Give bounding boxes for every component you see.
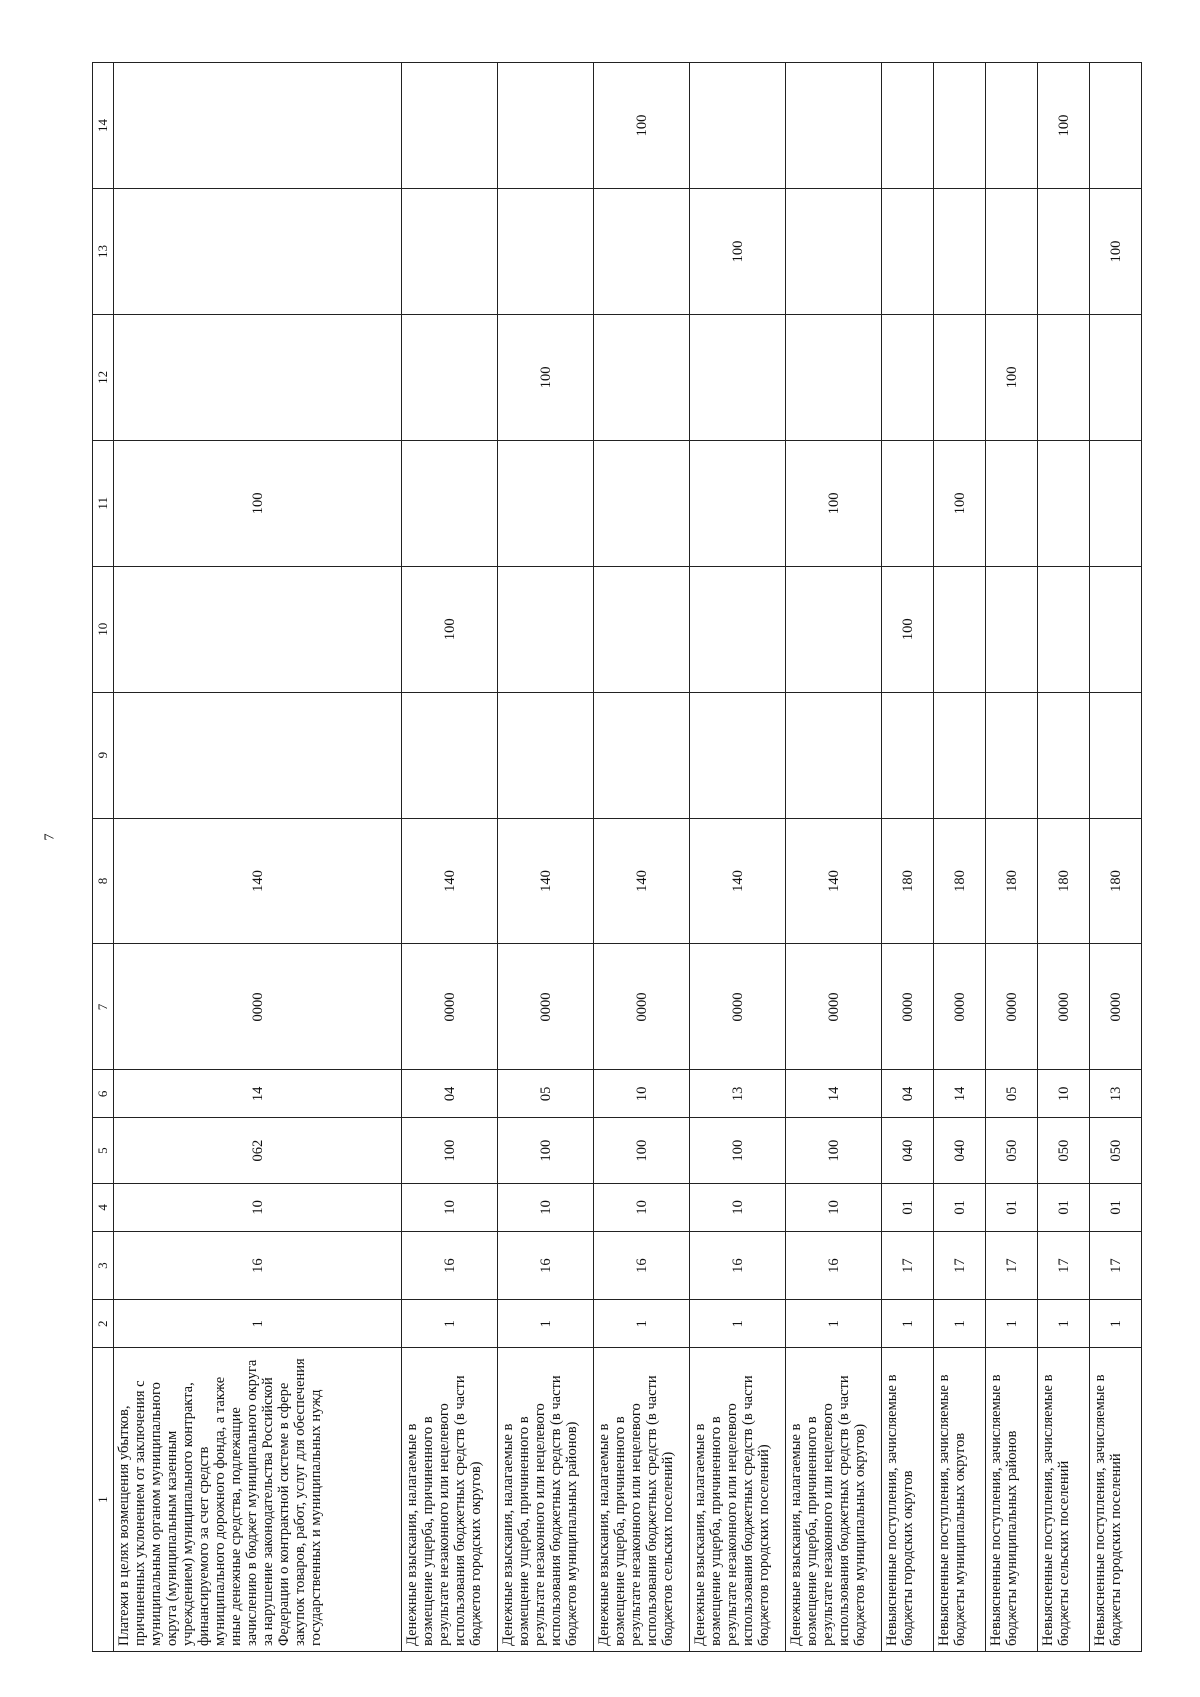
cell-col-3: 16	[402, 1231, 498, 1299]
cell-col-14	[882, 63, 934, 189]
cell-col-8: 140	[114, 818, 402, 944]
cell-col-9	[690, 692, 786, 818]
cell-col-11	[1090, 440, 1142, 566]
row-description: Невыясненные поступления, зачисляемые в бюджеты сельских поселений	[1038, 1348, 1090, 1652]
cell-col-3: 17	[934, 1231, 986, 1299]
row-description: Денежные взыскания, налагаемые в возмещение ущерба, причиненного в результате незаконного или нецелевого использования бюджетных средств (в части бюджетов сельских поселений)	[594, 1348, 690, 1652]
cell-col-11: 100	[934, 440, 986, 566]
cell-col-5: 050	[1038, 1118, 1090, 1184]
cell-col-8: 140	[402, 818, 498, 944]
cell-col-2: 1	[690, 1300, 786, 1348]
cell-col-12	[1090, 314, 1142, 440]
cell-col-10: 100	[402, 566, 498, 692]
cell-col-9	[1038, 692, 1090, 818]
cell-col-3: 17	[1038, 1231, 1090, 1299]
cell-col-2: 1	[786, 1300, 882, 1348]
cell-col-12	[690, 314, 786, 440]
rotated-table-container	[92, 62, 1122, 1652]
cell-col-2: 1	[594, 1300, 690, 1348]
cell-col-4: 10	[114, 1183, 402, 1231]
cell-col-11	[690, 440, 786, 566]
cell-col-10	[786, 566, 882, 692]
cell-col-10	[114, 566, 402, 692]
cell-col-2: 1	[1038, 1300, 1090, 1348]
cell-col-6: 10	[594, 1070, 690, 1118]
row-description: Невыясненные поступления, зачисляемые в бюджеты городских округов	[882, 1348, 934, 1652]
cell-col-8: 180	[1090, 818, 1142, 944]
cell-col-4: 01	[1038, 1183, 1090, 1231]
cell-col-10	[498, 566, 594, 692]
table-row	[934, 63, 986, 1652]
cell-col-7: 0000	[882, 944, 934, 1070]
cell-col-2: 1	[986, 1300, 1038, 1348]
cell-col-5: 062	[114, 1118, 402, 1184]
cell-col-4: 10	[690, 1183, 786, 1231]
cell-col-5: 040	[882, 1118, 934, 1184]
cell-col-6: 13	[690, 1070, 786, 1118]
table-row	[114, 63, 402, 1652]
cell-col-13	[594, 189, 690, 315]
cell-col-2: 1	[114, 1300, 402, 1348]
column-header-4: 4	[93, 1183, 114, 1231]
cell-col-12	[114, 314, 402, 440]
cell-col-6: 10	[1038, 1070, 1090, 1118]
cell-col-5: 100	[402, 1118, 498, 1184]
cell-col-10: 100	[882, 566, 934, 692]
cell-col-2: 1	[1090, 1300, 1142, 1348]
cell-col-2: 1	[934, 1300, 986, 1348]
cell-col-9	[986, 692, 1038, 818]
cell-col-12	[934, 314, 986, 440]
column-header-5: 5	[93, 1118, 114, 1184]
cell-col-5: 050	[986, 1118, 1038, 1184]
cell-col-9	[934, 692, 986, 818]
column-header-13: 13	[93, 189, 114, 315]
cell-col-6: 14	[114, 1070, 402, 1118]
cell-col-14	[934, 63, 986, 189]
cell-col-8: 140	[690, 818, 786, 944]
cell-col-13	[498, 189, 594, 315]
cell-col-13	[934, 189, 986, 315]
cell-col-12	[402, 314, 498, 440]
cell-col-5: 100	[594, 1118, 690, 1184]
column-header-9: 9	[93, 692, 114, 818]
cell-col-4: 10	[594, 1183, 690, 1231]
cell-col-9	[114, 692, 402, 818]
header-row	[93, 63, 114, 1652]
cell-col-11: 100	[114, 440, 402, 566]
table-row	[402, 63, 498, 1652]
cell-col-7: 0000	[402, 944, 498, 1070]
cell-col-12: 100	[498, 314, 594, 440]
cell-col-4: 01	[1090, 1183, 1142, 1231]
cell-col-8: 180	[1038, 818, 1090, 944]
revenue-table	[92, 62, 1142, 1652]
table-row	[690, 63, 786, 1652]
cell-col-10	[594, 566, 690, 692]
cell-col-6: 04	[882, 1070, 934, 1118]
cell-col-12	[882, 314, 934, 440]
cell-col-12	[1038, 314, 1090, 440]
cell-col-4: 01	[986, 1183, 1038, 1231]
cell-col-7: 0000	[786, 944, 882, 1070]
cell-col-11	[594, 440, 690, 566]
cell-col-5: 100	[786, 1118, 882, 1184]
column-header-3: 3	[93, 1231, 114, 1299]
cell-col-8: 140	[786, 818, 882, 944]
cell-col-3: 17	[986, 1231, 1038, 1299]
cell-col-14	[402, 63, 498, 189]
cell-col-11	[498, 440, 594, 566]
column-header-10: 10	[93, 566, 114, 692]
column-header-1: 1	[93, 1348, 114, 1652]
row-description: Невыясненные поступления, зачисляемые в бюджеты муниципальных округов	[934, 1348, 986, 1652]
cell-col-4: 10	[498, 1183, 594, 1231]
row-description: Невыясненные поступления, зачисляемые в бюджеты городских поселений	[1090, 1348, 1142, 1652]
row-description: Денежные взыскания, налагаемые в возмещение ущерба, причиненного в результате незаконного или нецелевого использования бюджетных средств (в части бюджетов муниципальных районов)	[498, 1348, 594, 1652]
cell-col-11	[402, 440, 498, 566]
cell-col-13	[786, 189, 882, 315]
cell-col-14: 100	[1038, 63, 1090, 189]
cell-col-14	[986, 63, 1038, 189]
cell-col-9	[1090, 692, 1142, 818]
cell-col-3: 16	[498, 1231, 594, 1299]
cell-col-13	[402, 189, 498, 315]
row-description: Денежные взыскания, налагаемые в возмещение ущерба, причиненного в результате незаконного или нецелевого использования бюджетных средств (в части бюджетов муниципальных округов)	[786, 1348, 882, 1652]
cell-col-6: 05	[498, 1070, 594, 1118]
column-header-2: 2	[93, 1300, 114, 1348]
cell-col-13: 100	[690, 189, 786, 315]
cell-col-7: 0000	[934, 944, 986, 1070]
cell-col-6: 05	[986, 1070, 1038, 1118]
cell-col-5: 050	[1090, 1118, 1142, 1184]
table-row	[986, 63, 1038, 1652]
cell-col-11: 100	[786, 440, 882, 566]
column-header-11: 11	[93, 440, 114, 566]
cell-col-13	[986, 189, 1038, 315]
cell-col-2: 1	[498, 1300, 594, 1348]
cell-col-3: 17	[1090, 1231, 1142, 1299]
cell-col-2: 1	[402, 1300, 498, 1348]
cell-col-3: 16	[786, 1231, 882, 1299]
cell-col-6: 14	[786, 1070, 882, 1118]
cell-col-5: 100	[498, 1118, 594, 1184]
cell-col-7: 0000	[1038, 944, 1090, 1070]
cell-col-2: 1	[882, 1300, 934, 1348]
cell-col-5: 040	[934, 1118, 986, 1184]
cell-col-7: 0000	[594, 944, 690, 1070]
cell-col-14: 100	[594, 63, 690, 189]
table-row	[882, 63, 934, 1652]
cell-col-7: 0000	[986, 944, 1038, 1070]
cell-col-4: 10	[786, 1183, 882, 1231]
column-header-14: 14	[93, 63, 114, 189]
cell-col-3: 17	[882, 1231, 934, 1299]
cell-col-8: 180	[882, 818, 934, 944]
cell-col-10	[1090, 566, 1142, 692]
cell-col-10	[986, 566, 1038, 692]
cell-col-7: 0000	[114, 944, 402, 1070]
cell-col-9	[594, 692, 690, 818]
cell-col-14	[1090, 63, 1142, 189]
cell-col-8: 140	[594, 818, 690, 944]
cell-col-13: 100	[1090, 189, 1142, 315]
cell-col-7: 0000	[690, 944, 786, 1070]
cell-col-13	[1038, 189, 1090, 315]
table-row	[1038, 63, 1090, 1652]
cell-col-12	[594, 314, 690, 440]
row-description: Платежи в целях возмещения убытков, причиненных уклонением от заключения с муниципальным органом муниципального округа (муниципальным казенным учреждением) муниципального контракта, финансируемого за счет средств муниципального дорожного фонда, а также иные денежные средства, подлежащие зачислению в бюджет муниципального округа за нарушение законодательства Российской Федерации о контрактной системе в сфере закупок товаров, работ, услуг для обеспечения государственных и муниципальных нужд	[114, 1348, 402, 1652]
cell-col-11	[1038, 440, 1090, 566]
cell-col-10	[690, 566, 786, 692]
cell-col-5: 100	[690, 1118, 786, 1184]
row-description: Невыясненные поступления, зачисляемые в бюджеты муниципальных районов	[986, 1348, 1038, 1652]
cell-col-6: 13	[1090, 1070, 1142, 1118]
cell-col-9	[402, 692, 498, 818]
table-body	[114, 63, 1142, 1652]
cell-col-13	[882, 189, 934, 315]
cell-col-14	[498, 63, 594, 189]
cell-col-4: 01	[934, 1183, 986, 1231]
row-description: Денежные взыскания, налагаемые в возмещение ущерба, причиненного в результате незаконного или нецелевого использования бюджетных средств (в части бюджетов городских поселений)	[690, 1348, 786, 1652]
cell-col-14	[786, 63, 882, 189]
table-row	[786, 63, 882, 1652]
cell-col-7: 0000	[1090, 944, 1142, 1070]
table-row	[1090, 63, 1142, 1652]
cell-col-8: 180	[934, 818, 986, 944]
cell-col-12	[786, 314, 882, 440]
cell-col-8: 180	[986, 818, 1038, 944]
cell-col-9	[882, 692, 934, 818]
cell-col-10	[934, 566, 986, 692]
cell-col-11	[882, 440, 934, 566]
cell-col-12: 100	[986, 314, 1038, 440]
cell-col-9	[498, 692, 594, 818]
cell-col-14	[114, 63, 402, 189]
column-header-12: 12	[93, 314, 114, 440]
column-header-6: 6	[93, 1070, 114, 1118]
row-description: Денежные взыскания, налагаемые в возмещение ущерба, причиненного в результате незаконного или нецелевого использования бюджетных средств (в части бюджетов городских округов)	[402, 1348, 498, 1652]
cell-col-6: 14	[934, 1070, 986, 1118]
cell-col-13	[114, 189, 402, 315]
cell-col-4: 01	[882, 1183, 934, 1231]
cell-col-8: 140	[498, 818, 594, 944]
cell-col-14	[690, 63, 786, 189]
cell-col-4: 10	[402, 1183, 498, 1231]
table-row	[594, 63, 690, 1652]
table-row	[498, 63, 594, 1652]
cell-col-9	[786, 692, 882, 818]
cell-col-6: 04	[402, 1070, 498, 1118]
cell-col-10	[1038, 566, 1090, 692]
cell-col-3: 16	[690, 1231, 786, 1299]
column-header-8: 8	[93, 818, 114, 944]
page-number: 7	[42, 833, 58, 841]
column-header-7: 7	[93, 944, 114, 1070]
cell-col-3: 16	[594, 1231, 690, 1299]
cell-col-11	[986, 440, 1038, 566]
cell-col-3: 16	[114, 1231, 402, 1299]
cell-col-7: 0000	[498, 944, 594, 1070]
